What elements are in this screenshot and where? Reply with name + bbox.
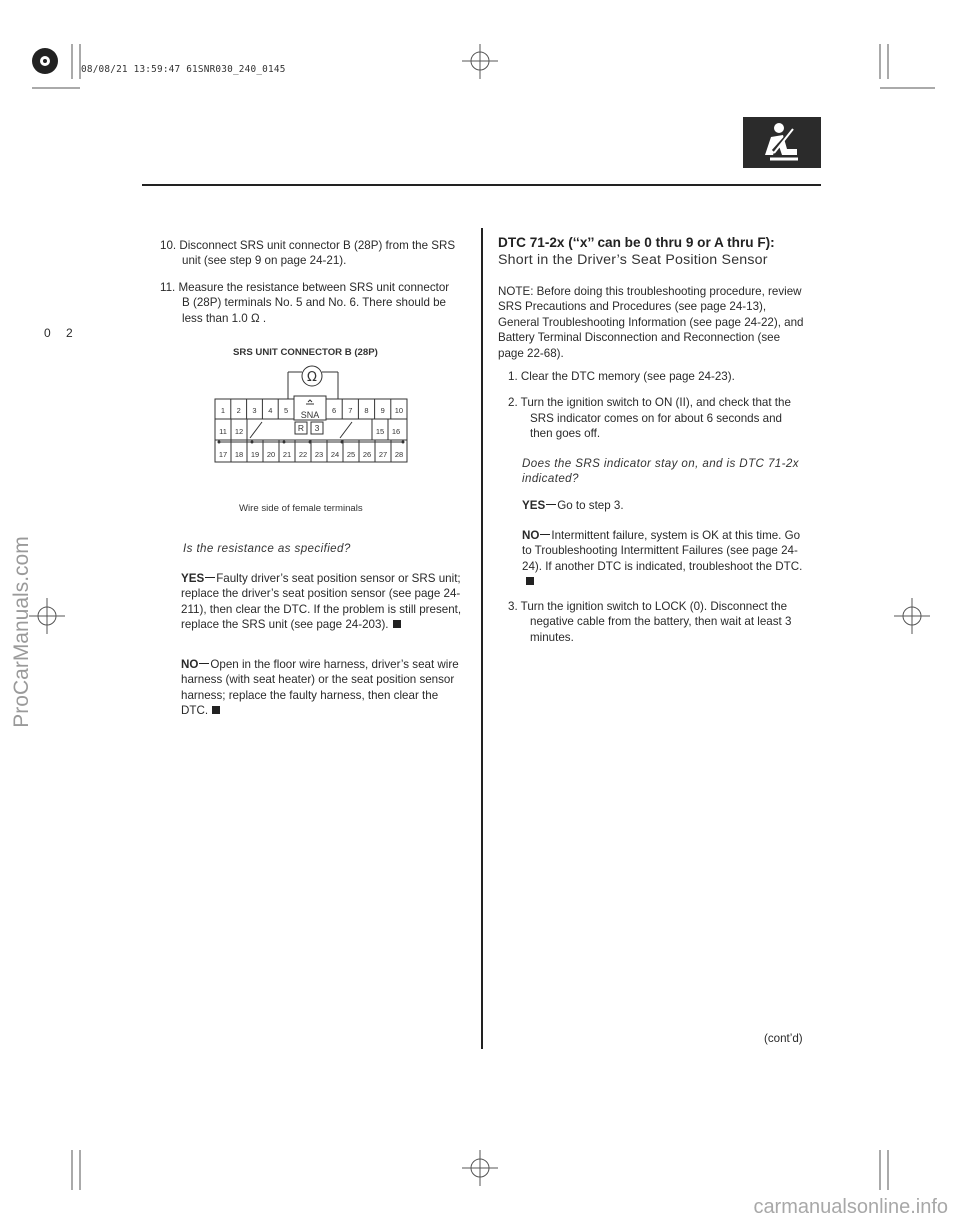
dtc-title: DTC 71-2x (‘‘x’’ can be 0 thru 9 or A thru F): [498,235,775,250]
terminal-9: 9 [380,406,385,415]
terminal-7: 7 [348,406,353,415]
terminal-2: 2 [236,406,241,415]
terminal-1: 1 [220,406,225,415]
header-rule [142,184,821,186]
step-2: 2. Turn the ignition switch to ON (II), and check that the SRS indicator comes on for about 6 seconds and then goes off. [508,396,791,441]
end-square-icon [212,706,220,714]
meter-ohm: Ω [307,370,317,385]
yes-text: Go to step 3. [557,499,624,512]
end-square-icon [393,620,401,628]
terminal-12: 12 [234,427,244,436]
side-watermark: ProCarManuals.com [10,536,33,728]
step-10: 10. Disconnect SRS unit connector B (28P) from the SRS unit (see step 9 on page 24-21). [160,239,456,268]
terminal-26: 26 [362,450,372,459]
no-label: NO [522,529,540,542]
terminal-3: 3 [252,406,257,415]
no-text: Open in the floor wire harness, driver’s seat wire harness (with seat heater) or the seat position sensor harness; replace the faulty harness, then clear the DTC. [181,658,459,718]
connector-diagram [214,362,408,464]
right-yes-block [522,498,806,513]
dtc-subtitle: Short in the Driver’s Seat Position Sensor [498,252,768,268]
yes-text: Faulty driver’s seat position sensor or SRS unit; replace the driver’s seat position sensor (see page 24-211), then clear the DTC. If the problem is still present, replace the SRS unit (see page 24-203). [181,572,462,632]
right-no-block [522,528,806,590]
terminal-18: 18 [234,450,244,459]
seatbelt-person-icon [743,117,821,168]
terminal-17: 17 [218,450,228,459]
step-3: 3. Turn the ignition switch to LOCK (0). Disconnect the negative cable from the battery, then wait at least 3 minutes. [508,600,792,644]
terminal-19: 19 [250,450,260,459]
continued-label: (cont’d) [764,1032,803,1045]
terminal-24: 24 [330,450,340,459]
terminal-23: 23 [314,450,324,459]
terminal-5: 5 [284,406,289,415]
terminal-25: 25 [346,450,356,459]
terminal-15: 15 [375,427,385,436]
print-stamp: 08/08/21 13:59:47 61SNR030_240_0145 [81,64,286,75]
step-11: 11. Measure the resistance between SRS unit connector B (28P) terminals No. 5 and No. 6. There should be less than 1.0 Ω . [160,280,450,325]
terminal-22: 22 [298,450,308,459]
no-text: Intermittent failure, system is OK at this time. Go to Troubleshooting Intermittent Failures (see page 24-24). If another DTC is indicated, troubleshoot the DTC. [522,529,803,573]
terminal-10: 10 [394,406,404,415]
yes-label: YES [522,499,546,512]
label-3: 3 [314,423,320,433]
terminal-21: 21 [282,450,292,459]
label-sna: SNA [300,410,320,420]
end-square-icon [526,577,534,585]
terminal-20: 20 [266,450,276,459]
terminal-16: 16 [391,427,401,436]
terminal-27: 27 [378,450,388,459]
column-divider [481,228,483,1049]
page-marker: 0 2 [44,326,79,340]
label-r: R [297,423,305,433]
diagram-caption: Wire side of female terminals [239,503,363,514]
terminal-28: 28 [394,450,404,459]
bottom-watermark: carmanualsonline.info [753,1196,948,1218]
yes-label: YES [181,572,205,585]
ohm-symbol: Ω [250,311,260,325]
left-column [160,238,460,326]
terminal-6: 6 [332,406,337,415]
note-text: NOTE: Before doing this troubleshooting procedure, review SRS Precautions and Procedures (see page 24-13), General Troubleshooting Information (see page 24-22), and Battery Terminal Disconnection and Reconnection (see page 22-68). [498,285,804,360]
terminal-4: 4 [268,406,273,415]
right-question: Does the SRS indicator stay on, and is DTC 71-2x indicated? [522,457,799,486]
left-no-block [181,657,463,719]
terminal-11: 11 [219,427,227,436]
no-label: NO [181,658,199,671]
left-yes-block [181,571,463,633]
terminal-8: 8 [364,406,369,415]
step-1: 1. Clear the DTC memory (see page 24-23). [508,370,735,383]
diagram-title: SRS UNIT CONNECTOR B (28P) [233,347,378,358]
right-steps [508,369,804,442]
left-question: Is the resistance as specified? [183,542,351,555]
